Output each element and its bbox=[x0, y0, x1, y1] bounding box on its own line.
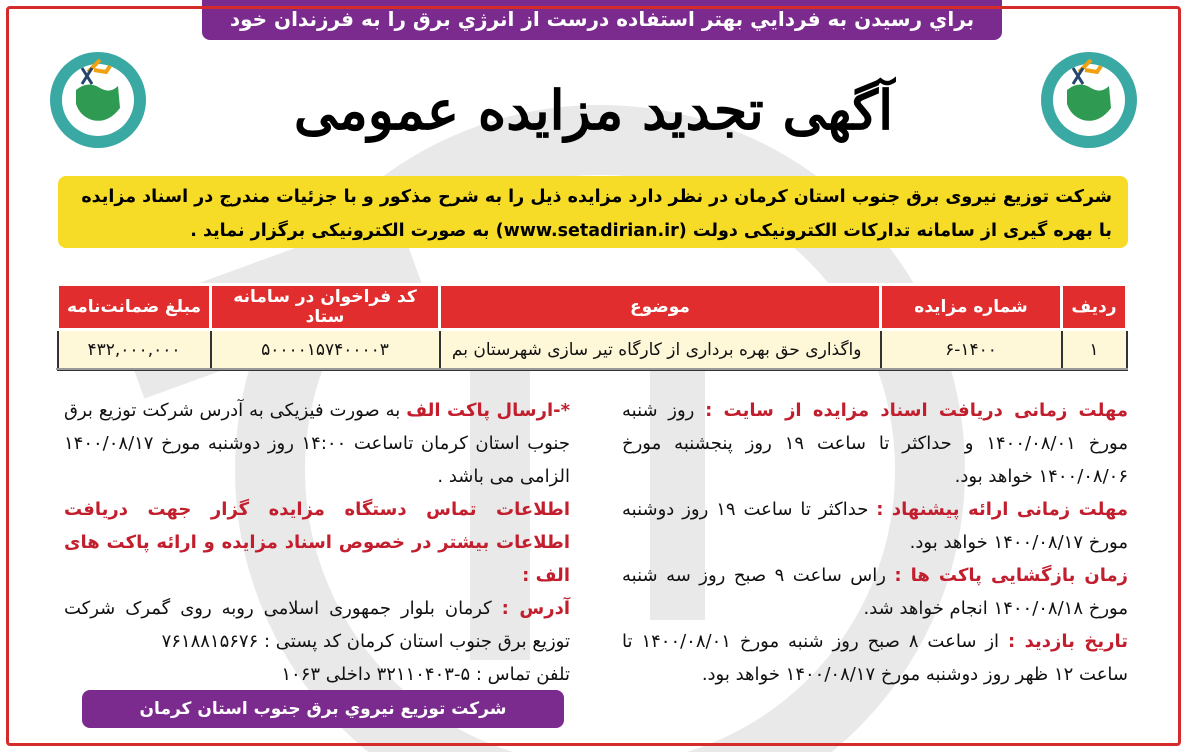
page-title: آگهی تجدید مزایده عمومی bbox=[293, 78, 894, 142]
visit-date bbox=[622, 625, 1128, 691]
header-guarantee-amount: مبلغ ضمانت‌نامه bbox=[58, 285, 211, 330]
offer-deadline-text: حداکثر تا ساعت ۱۹ روز دوشنبه مورخ ۱۴۰۰/۰۸/۱۷ خواهد بود. bbox=[622, 499, 1128, 553]
packet-text: به صورت فیزیکی به آدرس شرکت توزیع برق جنوب استان کرمان تاساعت ۱۴:۰۰ روز دوشنبه مورخ ۱۴۰۰/۰۸/۱۷ الزامی می باشد . bbox=[64, 400, 570, 487]
cell-setad-code: ۵۰۰۰۰۱۵۷۴۰۰۰۰۳ bbox=[211, 330, 440, 371]
address bbox=[64, 592, 570, 658]
opening-time-label: زمان بازگشایی پاکت ها : bbox=[894, 565, 1128, 586]
schedule-column bbox=[622, 394, 1128, 691]
visit-date-label: تاریخ بازدید : bbox=[1007, 631, 1128, 652]
address-text: کرمان بلوار جمهوری اسلامی روبه روی گمرک شرکت توزیع برق جنوب استان کرمان کد پستی : ۷۶۱۸۸۱۵۶۷۶ bbox=[64, 598, 570, 652]
cell-guarantee-amount: ۴۳۲,۰۰۰,۰۰۰ bbox=[58, 330, 211, 371]
docs-deadline-text: روز شنبه مورخ ۱۴۰۰/۰۸/۰۱ و حداکثر تا ساعت ۱۹ روز پنجشنبه مورخ ۱۴۰۰/۰۸/۰۶ خواهد بود. bbox=[622, 400, 1128, 487]
visit-date-text: از ساعت ۸ صبح روز شنبه مورخ ۱۴۰۰/۰۸/۰۱ تا ساعت ۱۲ ظهر روز دوشنبه مورخ ۱۴۰۰/۰۸/۱۷ خواهد بود. bbox=[622, 631, 1128, 685]
contact-heading: اطلاعات تماس دستگاه مزایده گزار جهت دریافت اطلاعات بیشتر در خصوص اسناد مزایده و ارائه پاکت های الف : bbox=[64, 499, 570, 586]
intro-paragraph: شرکت توزیع نیروی برق جنوب استان کرمان در نظر دارد مزایده ذیل را به شرح مذکور و با جزئیات مندرج در اسناد مزایده با بهره گیری از سامانه تدارکات الکترونیکی دولت (www.setadirian.ir) به صورت الکترونیکی برگزار نماید . bbox=[58, 176, 1128, 248]
opening-time bbox=[622, 559, 1128, 625]
address-label: آدرس : bbox=[501, 598, 570, 619]
contact-column bbox=[64, 394, 570, 691]
phone: تلفن تماس : ۵-۳۲۱۱۰۴۰۳ داخلی ۱۰۶۳ bbox=[281, 664, 570, 685]
company-footer: شرکت توزیع نیروي برق جنوب استان کرمان bbox=[82, 690, 564, 728]
docs-deadline bbox=[622, 394, 1128, 493]
auction-table bbox=[56, 283, 1128, 371]
opening-time-text: راس ساعت ۹ صبح روز سه شنبه مورخ ۱۴۰۰/۰۸/۱۸ انجام خواهد شد. bbox=[622, 565, 1128, 619]
header-setad-code: کد فراخوان در سامانه ستاد bbox=[211, 285, 440, 330]
packet-label: *-ارسال پاکت الف bbox=[406, 400, 570, 421]
packet-submission bbox=[64, 394, 570, 493]
table-header-row bbox=[58, 285, 1127, 330]
header-row-number: ردیف bbox=[1062, 285, 1127, 330]
table-row bbox=[58, 330, 1127, 371]
company-logo-icon bbox=[1039, 50, 1139, 150]
cell-auction-number: ۶-۱۴۰۰ bbox=[881, 330, 1062, 371]
company-logo-icon bbox=[48, 50, 148, 150]
docs-deadline-label: مهلت زمانی دریافت اسناد مزایده از سایت : bbox=[705, 400, 1128, 421]
header-subject: موضوع bbox=[440, 285, 881, 330]
cell-subject: واگذاری حق بهره برداری از کارگاه تیر سازی شهرستان بم bbox=[440, 330, 881, 371]
offer-deadline bbox=[622, 493, 1128, 559]
cell-row-number: ۱ bbox=[1062, 330, 1127, 371]
offer-deadline-label: مهلت زمانی ارائه پیشنهاد : bbox=[876, 499, 1128, 520]
slogan-banner: براي رسيدن به فردايي بهتر استفاده درست از انرژي برق را به فرزندان خود بياموزيم. bbox=[202, 0, 1002, 40]
section-divider bbox=[56, 368, 1128, 370]
header-auction-number: شماره مزایده bbox=[881, 285, 1062, 330]
